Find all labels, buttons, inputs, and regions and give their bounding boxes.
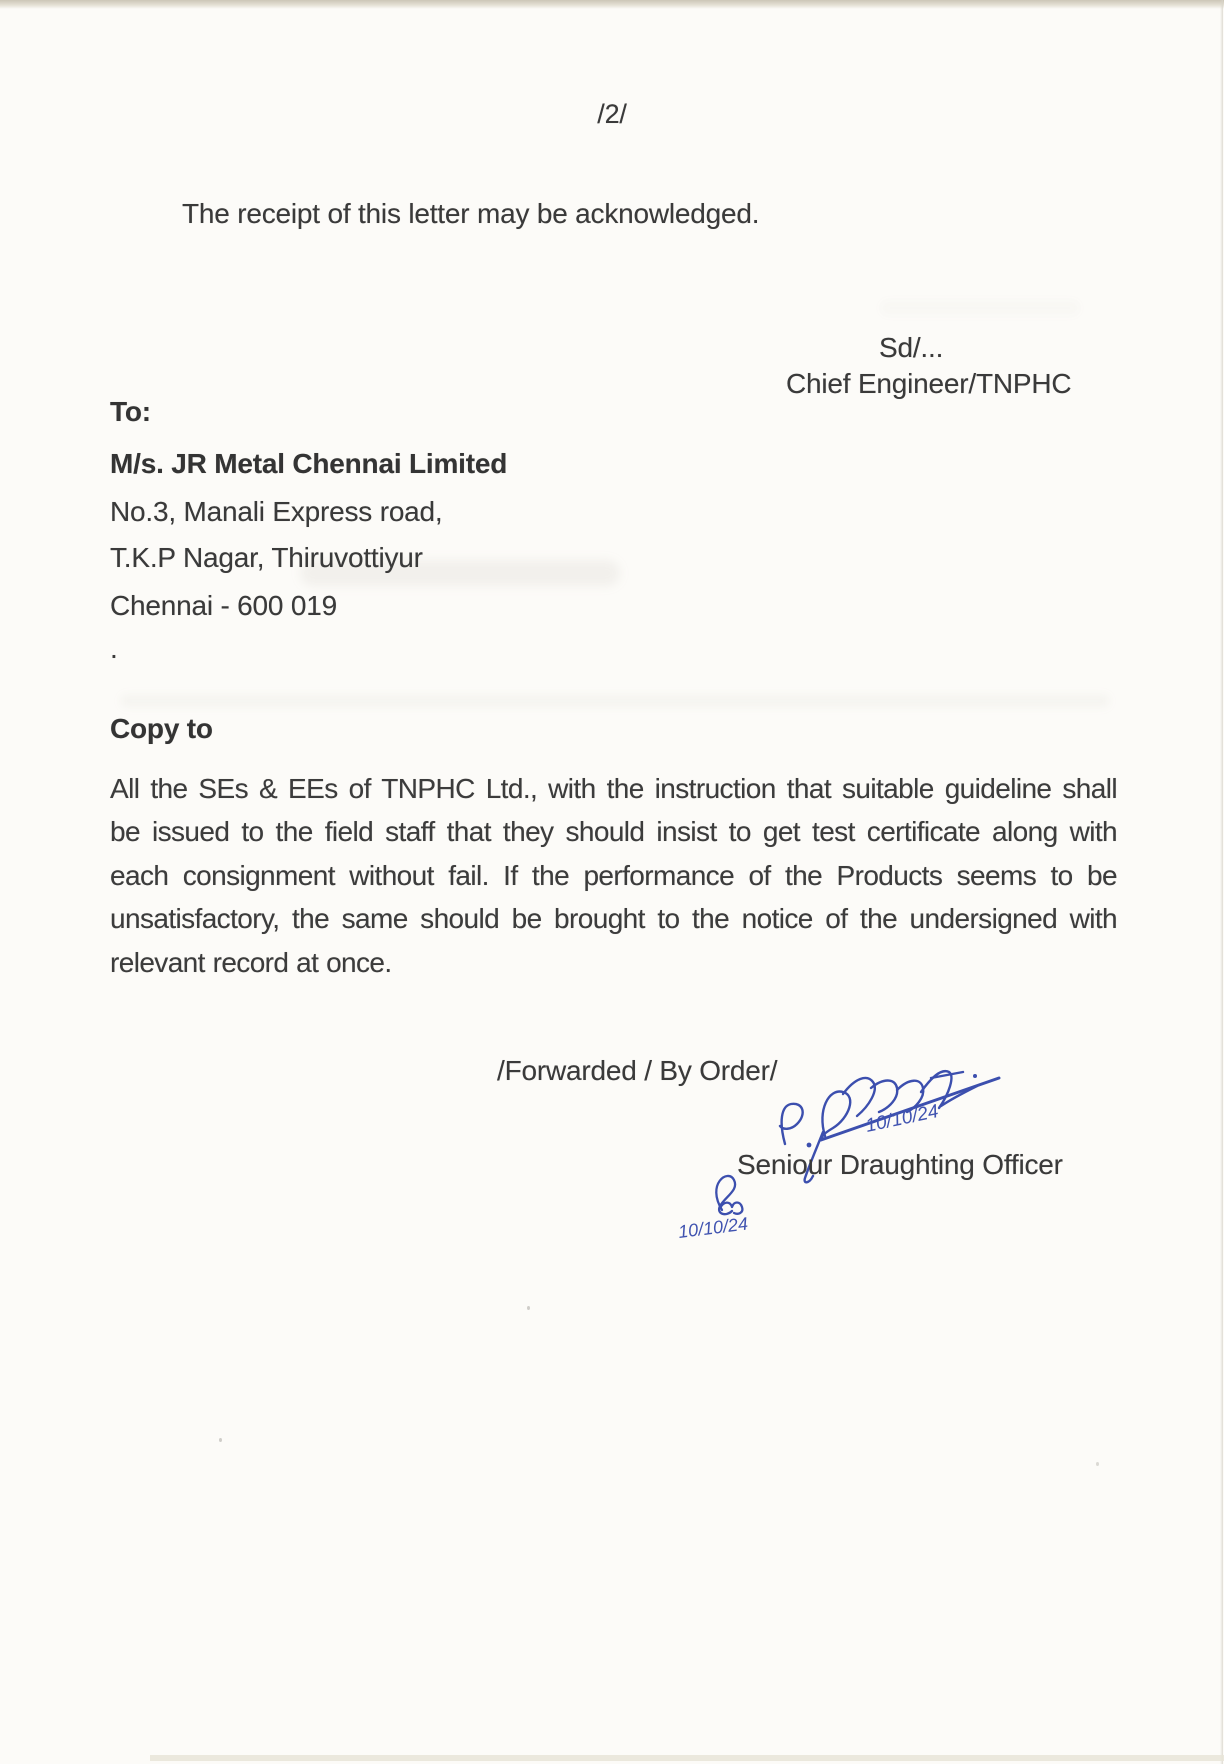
recipient-address-line: No.3, Manali Express road, [110, 496, 443, 527]
scan-smudge [880, 300, 1080, 316]
handwritten-initials-signature [676, 1170, 791, 1248]
recipient-name: M/s. JR Metal Chennai Limited [110, 448, 508, 479]
paragraph-line: be issued to the field staff that they should insist to get test certificate along with [110, 816, 1117, 848]
scan-speck [527, 1306, 530, 1310]
scan-speck [219, 1438, 222, 1442]
forwarded-by-order-line: /Forwarded / By Order/ [497, 1055, 778, 1086]
chief-engineer-designation: Chief Engineer/TNPHC [786, 368, 1072, 399]
page-number: /2/ [597, 99, 627, 129]
paragraph-line: relevant record at once. [110, 946, 392, 978]
copy-to-paragraph [110, 767, 1117, 984]
paragraph-line: All the SEs & EEs of TNPHC Ltd., with the instruction that suitable guideline shall [110, 773, 1117, 804]
scan-edge-top [0, 0, 1224, 9]
recipient-address-line: T.K.P Nagar, Thiruvottiyur [110, 542, 423, 573]
sd-line: Sd/... [879, 332, 944, 363]
signature-date-handwritten: 10/10/24 [863, 1100, 941, 1137]
stray-period-mark: . [110, 633, 118, 664]
recipient-address-line: Chennai - 600 019 [110, 590, 337, 621]
recipient-label: To: [110, 396, 151, 427]
scan-speck [1096, 1462, 1099, 1466]
paragraph-line: unsatisfactory, the same should be brought to the notice of the undersigned with [110, 903, 1117, 935]
initials-date-handwritten: 10/10/24 [677, 1213, 750, 1242]
scan-smudge [120, 694, 1110, 708]
scan-edge-right [1220, 0, 1223, 1764]
scan-edge-bottom [150, 1755, 1224, 1761]
paragraph-line: each consignment without fail. If the performance of the Products seems to be [110, 859, 1117, 891]
senior-draughting-officer-designation: Seniour Draughting Officer [737, 1149, 1063, 1180]
acknowledgement-line: The receipt of this letter may be acknowledged. [182, 198, 760, 229]
copy-to-heading: Copy to [110, 713, 213, 744]
